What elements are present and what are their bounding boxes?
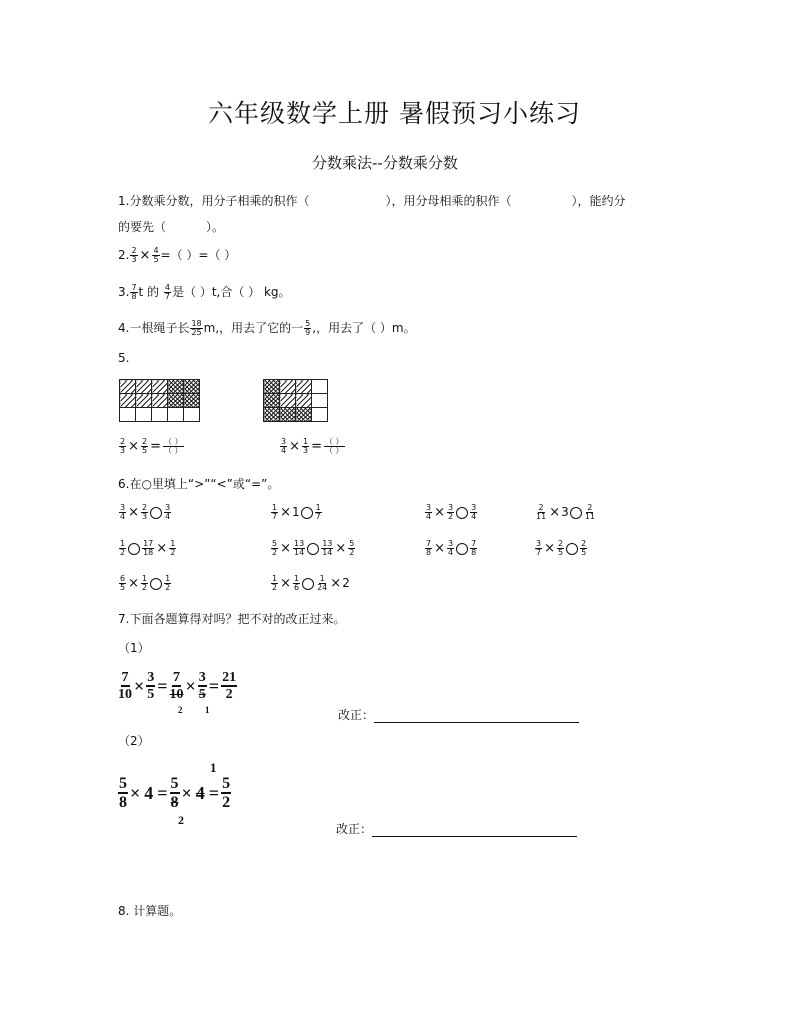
question-3 [118, 284, 291, 301]
question-2 [118, 247, 236, 264]
question-8-label: 8. 计算题。 [118, 904, 182, 918]
q4-text-b: ,，用去了（ ）m。 [312, 321, 416, 335]
compare-circle[interactable] [128, 543, 140, 555]
compare-circle[interactable] [456, 543, 468, 555]
q7-2-answer-line[interactable] [372, 822, 577, 837]
compare-circle[interactable] [302, 578, 314, 590]
page-subtitle: 分数乘法--分数乘分数 [312, 154, 458, 172]
q3-number: 3. [118, 285, 130, 299]
q2-fraction-2: $\frac{4}{5}$ [153, 246, 159, 264]
q1-text-e: ）。 [206, 220, 225, 234]
fix-label: 改正： [338, 708, 375, 722]
q6-item: $\frac{2}{11}$ ×3 $\frac{2}{11}$ [536, 503, 595, 521]
q7-expression-1: $\frac{7}{10}$ × $\frac{3}{5}$ = $\frac{7}{10}$ × $\frac{3}{5}$ = $\frac{21}{2}$ [118, 670, 237, 702]
q7-2-cancel-bottom: 2 [178, 813, 184, 827]
q6-item: $\frac{3}{4}$ × $\frac{3}{2}$ $\frac{3}{4}$ [426, 503, 477, 521]
q7-1-cancel-2: 2 [178, 705, 183, 715]
question-6-label: 6.在○里填上“>”“<”或“=”。 [118, 477, 280, 491]
page-title: 六年级数学上册 暑假预习小练习 [208, 99, 581, 128]
q1-text-b: ），用分母相乘的积作（ [385, 194, 512, 208]
q5-grid-1 [119, 379, 200, 422]
compare-circle[interactable] [307, 543, 319, 555]
compare-circle[interactable] [301, 507, 313, 519]
compare-circle[interactable] [150, 578, 162, 590]
q7-1-fix [338, 707, 579, 723]
q6-item: $\frac{1}{7}$ ×1 $\frac{1}{7}$ [272, 503, 321, 521]
q5-answer-blank-1[interactable]: $\frac{( )}{( )}$ [164, 437, 183, 455]
q1-text-c: ），能约分 [571, 194, 626, 208]
q4-fraction-1: $\frac{18}{25}$ [191, 319, 202, 337]
q2-number: 2. [118, 248, 130, 262]
compare-circle[interactable] [566, 543, 578, 555]
q7-1-answer-line[interactable] [374, 708, 579, 723]
q7-part-2-label: （2） [118, 734, 150, 748]
q4-text-a: 4.一根绳子长 [118, 321, 190, 335]
compare-circle[interactable] [456, 507, 468, 519]
q7-2-cancel-top: 1 [210, 760, 217, 775]
q6-item: $\frac{7}{8}$ × $\frac{3}{4}$ $\frac{7}{8}$ [426, 539, 477, 557]
q5-equation-2: $\frac{3}{4}$ × $\frac{1}{3}$ = $\frac{( )}{( )}$ [281, 437, 344, 455]
q6-item: $\frac{3}{4}$ × $\frac{2}{3}$ $\frac{3}{4}$ [120, 503, 171, 521]
question-4 [118, 320, 416, 337]
q3-fraction-2: $\frac{4}{7}$ [164, 283, 170, 301]
question-7-label: 7.下面各题算得对吗？把不对的改正过来。 [118, 612, 346, 626]
compare-circle[interactable] [150, 507, 162, 519]
q4-unit: m,，用去了它的一 [203, 321, 304, 335]
q1-text-a: 1.分数乘分数，用分子相乘的积作（ [118, 194, 310, 208]
times-sign: × [139, 248, 151, 263]
q7-1-cancel-1: 1 [205, 705, 210, 715]
q7-2-fix [336, 821, 577, 837]
q6-item: $\frac{1}{2}$ × $\frac{1}{6}$ $\frac{1}{24}$ ×2 [272, 574, 350, 592]
q6-item: $\frac{6}{5}$ × $\frac{1}{2}$ $\frac{1}{2}$ [120, 574, 171, 592]
q6-item: $\frac{1}{2}$ $\frac{17}{18}$ × $\frac{1}{2}$ [120, 539, 176, 557]
q3-fraction-1: $\frac{7}{8}$ [131, 283, 137, 301]
q4-fraction-2: $\frac{5}{9}$ [305, 319, 311, 337]
question-5-label: 5. [118, 351, 130, 365]
q6-item: $\frac{5}{2}$ × $\frac{13}{14}$ $\frac{13}{14}$ × $\frac{5}{2}$ [272, 539, 355, 557]
q6-item: $\frac{3}{7}$ × $\frac{2}{5}$ $\frac{2}{5}$ [536, 539, 587, 557]
q2-rest: =（ ）=（ ） [160, 248, 237, 262]
q5-grid-2 [263, 379, 328, 422]
q3-unit: t 的 [138, 285, 160, 299]
q7-expression-2: $\frac{5}{8}$ × 4 = $\frac{5}{8}$ × 4 = $\frac{5}{2}$ [119, 775, 231, 811]
fix-label: 改正： [336, 822, 373, 836]
question-1-line-2 [118, 219, 224, 235]
q5-answer-blank-2[interactable]: $\frac{( )}{( )}$ [325, 437, 344, 455]
q1-text-d: 的要先（ [118, 220, 167, 234]
q2-fraction-1: $\frac{2}{3}$ [131, 246, 137, 264]
compare-circle[interactable] [570, 507, 582, 519]
q3-text: 是（ ）t,合（ ） kg。 [172, 285, 291, 299]
q7-part-1-label: （1） [118, 641, 150, 655]
question-1-line-1 [118, 193, 625, 209]
q5-equation-1: $\frac{2}{3}$ × $\frac{2}{5}$ = $\frac{( )}{( )}$ [120, 437, 183, 455]
